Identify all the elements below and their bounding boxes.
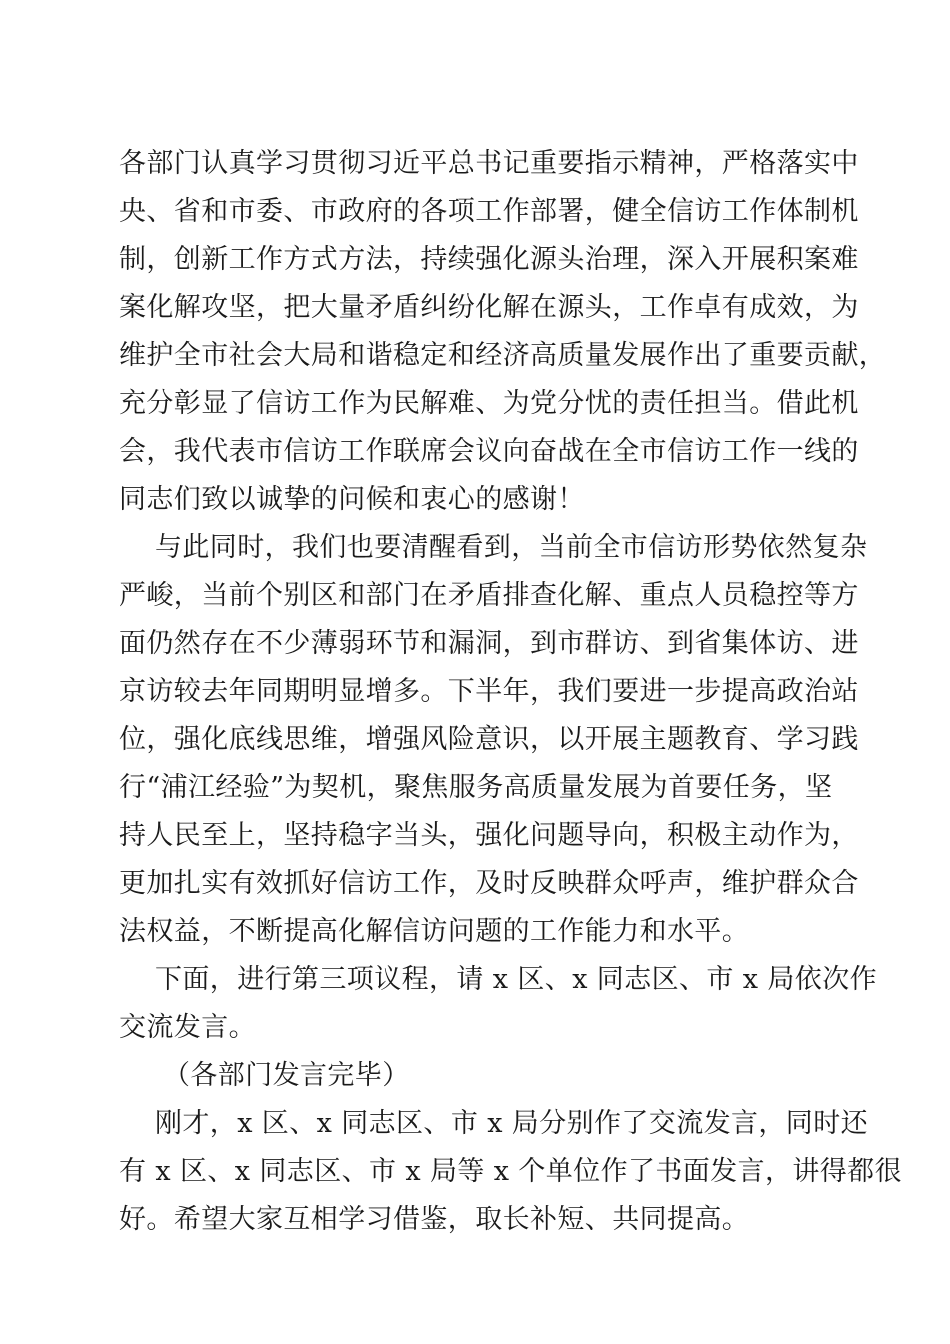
paragraph-4 <box>119 1052 831 1100</box>
text-line: 法权益，不断提高化解信访问题的工作能力和水平。 <box>119 916 750 947</box>
text-line: 案化解攻坚，把大量矛盾纠纷化解在源头，工作卓有成效，为 <box>119 292 859 323</box>
text-line: 刚才，x 区、x 同志区、市 x 局分别作了交流发言，同时还 <box>155 1108 869 1139</box>
paragraph-1 <box>119 140 887 524</box>
text-line: 与此同时，我们也要清醒看到，当前全市信访形势依然复杂 <box>155 532 868 563</box>
text-line: （各部门发言完毕） <box>163 1060 410 1091</box>
text-line: 交流发言。 <box>119 1012 256 1043</box>
paragraph-3 <box>119 956 877 1052</box>
text-line: 有 x 区、x 同志区、市 x 局等 x 个单位作了书面发言，讲得都很 <box>119 1156 902 1187</box>
text-line: 好。希望大家互相学习借鉴，取长补短、共同提高。 <box>119 1204 750 1235</box>
text-line: 持人民至上，坚持稳字当头，强化问题导向，积极主动作为， <box>119 820 859 851</box>
text-line: 维护全市社会大局和谐稳定和经济高质量发展作出了重要贡献， <box>119 340 887 371</box>
text-line: 京访较去年同期明显增多。下半年，我们要进一步提高政治站 <box>119 676 859 707</box>
paragraph-2 <box>119 524 868 956</box>
text-line: 下面，进行第三项议程，请 x 区、x 同志区、市 x 局依次作 <box>155 964 877 995</box>
text-line: 行“浦江经验”为契机，聚焦服务高质量发展为首要任务，坚 <box>119 772 833 803</box>
text-line: 会，我代表市信访工作联席会议向奋战在全市信访工作一线的 <box>119 436 859 467</box>
text-line: 制，创新工作方式方法，持续强化源头治理，深入开展积案难 <box>119 244 859 275</box>
document-body <box>119 140 902 1244</box>
text-line: 各部门认真学习贯彻习近平总书记重要指示精神，严格落实中 <box>119 148 859 179</box>
paragraph-5 <box>119 1100 902 1244</box>
text-line: 位，强化底线思维，增强风险意识，以开展主题教育、学习践 <box>119 724 859 755</box>
text-line: 同志们致以诚挚的问候和衷心的感谢！ <box>119 484 585 515</box>
text-line: 面仍然存在不少薄弱环节和漏洞，到市群访、到省集体访、进 <box>119 628 859 659</box>
text-line: 更加扎实有效抓好信访工作，及时反映群众呼声，维护群众合 <box>119 868 859 899</box>
text-line: 充分彰显了信访工作为民解难、为党分忧的责任担当。借此机 <box>119 388 859 419</box>
text-line: 严峻，当前个别区和部门在矛盾排查化解、重点人员稳控等方 <box>119 580 859 611</box>
text-line: 央、省和市委、市政府的各项工作部署，健全信访工作体制机 <box>119 196 859 227</box>
